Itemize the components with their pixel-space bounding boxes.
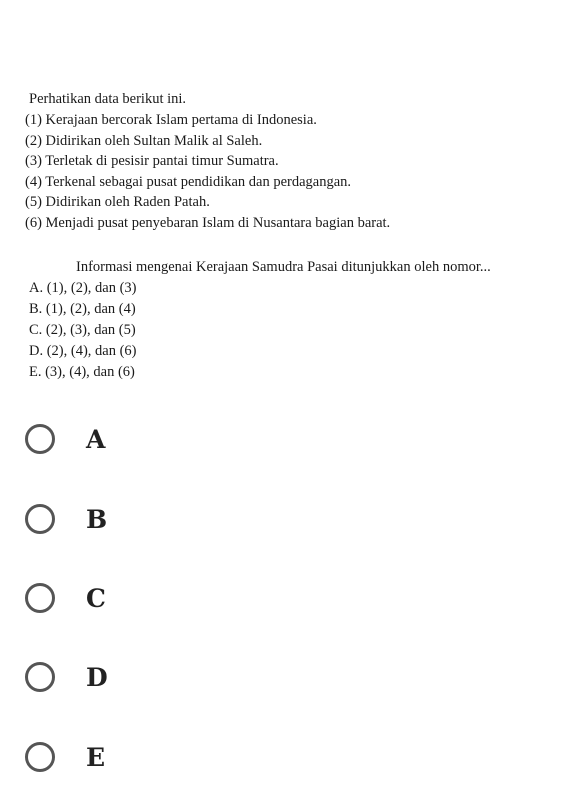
choice-d-label: D bbox=[86, 662, 108, 692]
option-e-text: E. (3), (4), dan (6) bbox=[29, 364, 135, 380]
statement-1: (1) Kerajaan bercorak Islam pertama di Indonesia. bbox=[25, 112, 317, 128]
radio-circle-icon[interactable] bbox=[25, 424, 55, 454]
option-b-text: B. (1), (2), dan (4) bbox=[29, 301, 136, 317]
choice-e[interactable] bbox=[25, 735, 225, 779]
radio-circle-icon[interactable] bbox=[25, 583, 55, 613]
choice-d[interactable] bbox=[25, 655, 225, 699]
statement-5: (5) Didirikan oleh Raden Patah. bbox=[25, 194, 210, 210]
statement-6: (6) Menjadi pusat penyebaran Islam di Nusantara bagian barat. bbox=[25, 215, 391, 231]
option-d-text: D. (2), (4), dan (6) bbox=[29, 343, 137, 359]
statement-3: (3) Terletak di pesisir pantai timur Sumatra. bbox=[25, 153, 279, 169]
choice-b-label: B bbox=[86, 504, 108, 534]
choice-a[interactable] bbox=[25, 417, 225, 461]
question-prompt: Informasi mengenai Kerajaan Samudra Pasai ditunjukkan oleh nomor... bbox=[76, 259, 491, 275]
option-c-text: C. (2), (3), dan (5) bbox=[29, 322, 136, 338]
question-intro: Perhatikan data berikut ini. bbox=[29, 91, 187, 107]
radio-circle-icon[interactable] bbox=[25, 504, 55, 534]
radio-circle-icon[interactable] bbox=[25, 742, 55, 772]
choice-c-label: C bbox=[86, 583, 106, 613]
choice-c[interactable] bbox=[25, 576, 225, 620]
radio-circle-icon[interactable] bbox=[25, 662, 55, 692]
statement-2: (2) Didirikan oleh Sultan Malik al Saleh. bbox=[25, 133, 263, 149]
statement-4: (4) Terkenal sebagai pusat pendidikan dan perdagangan. bbox=[25, 174, 352, 190]
choice-a-label: A bbox=[86, 424, 106, 454]
choice-b[interactable] bbox=[25, 497, 225, 541]
choice-e-label: E bbox=[86, 742, 106, 772]
option-a-text: A. (1), (2), dan (3) bbox=[29, 280, 137, 296]
